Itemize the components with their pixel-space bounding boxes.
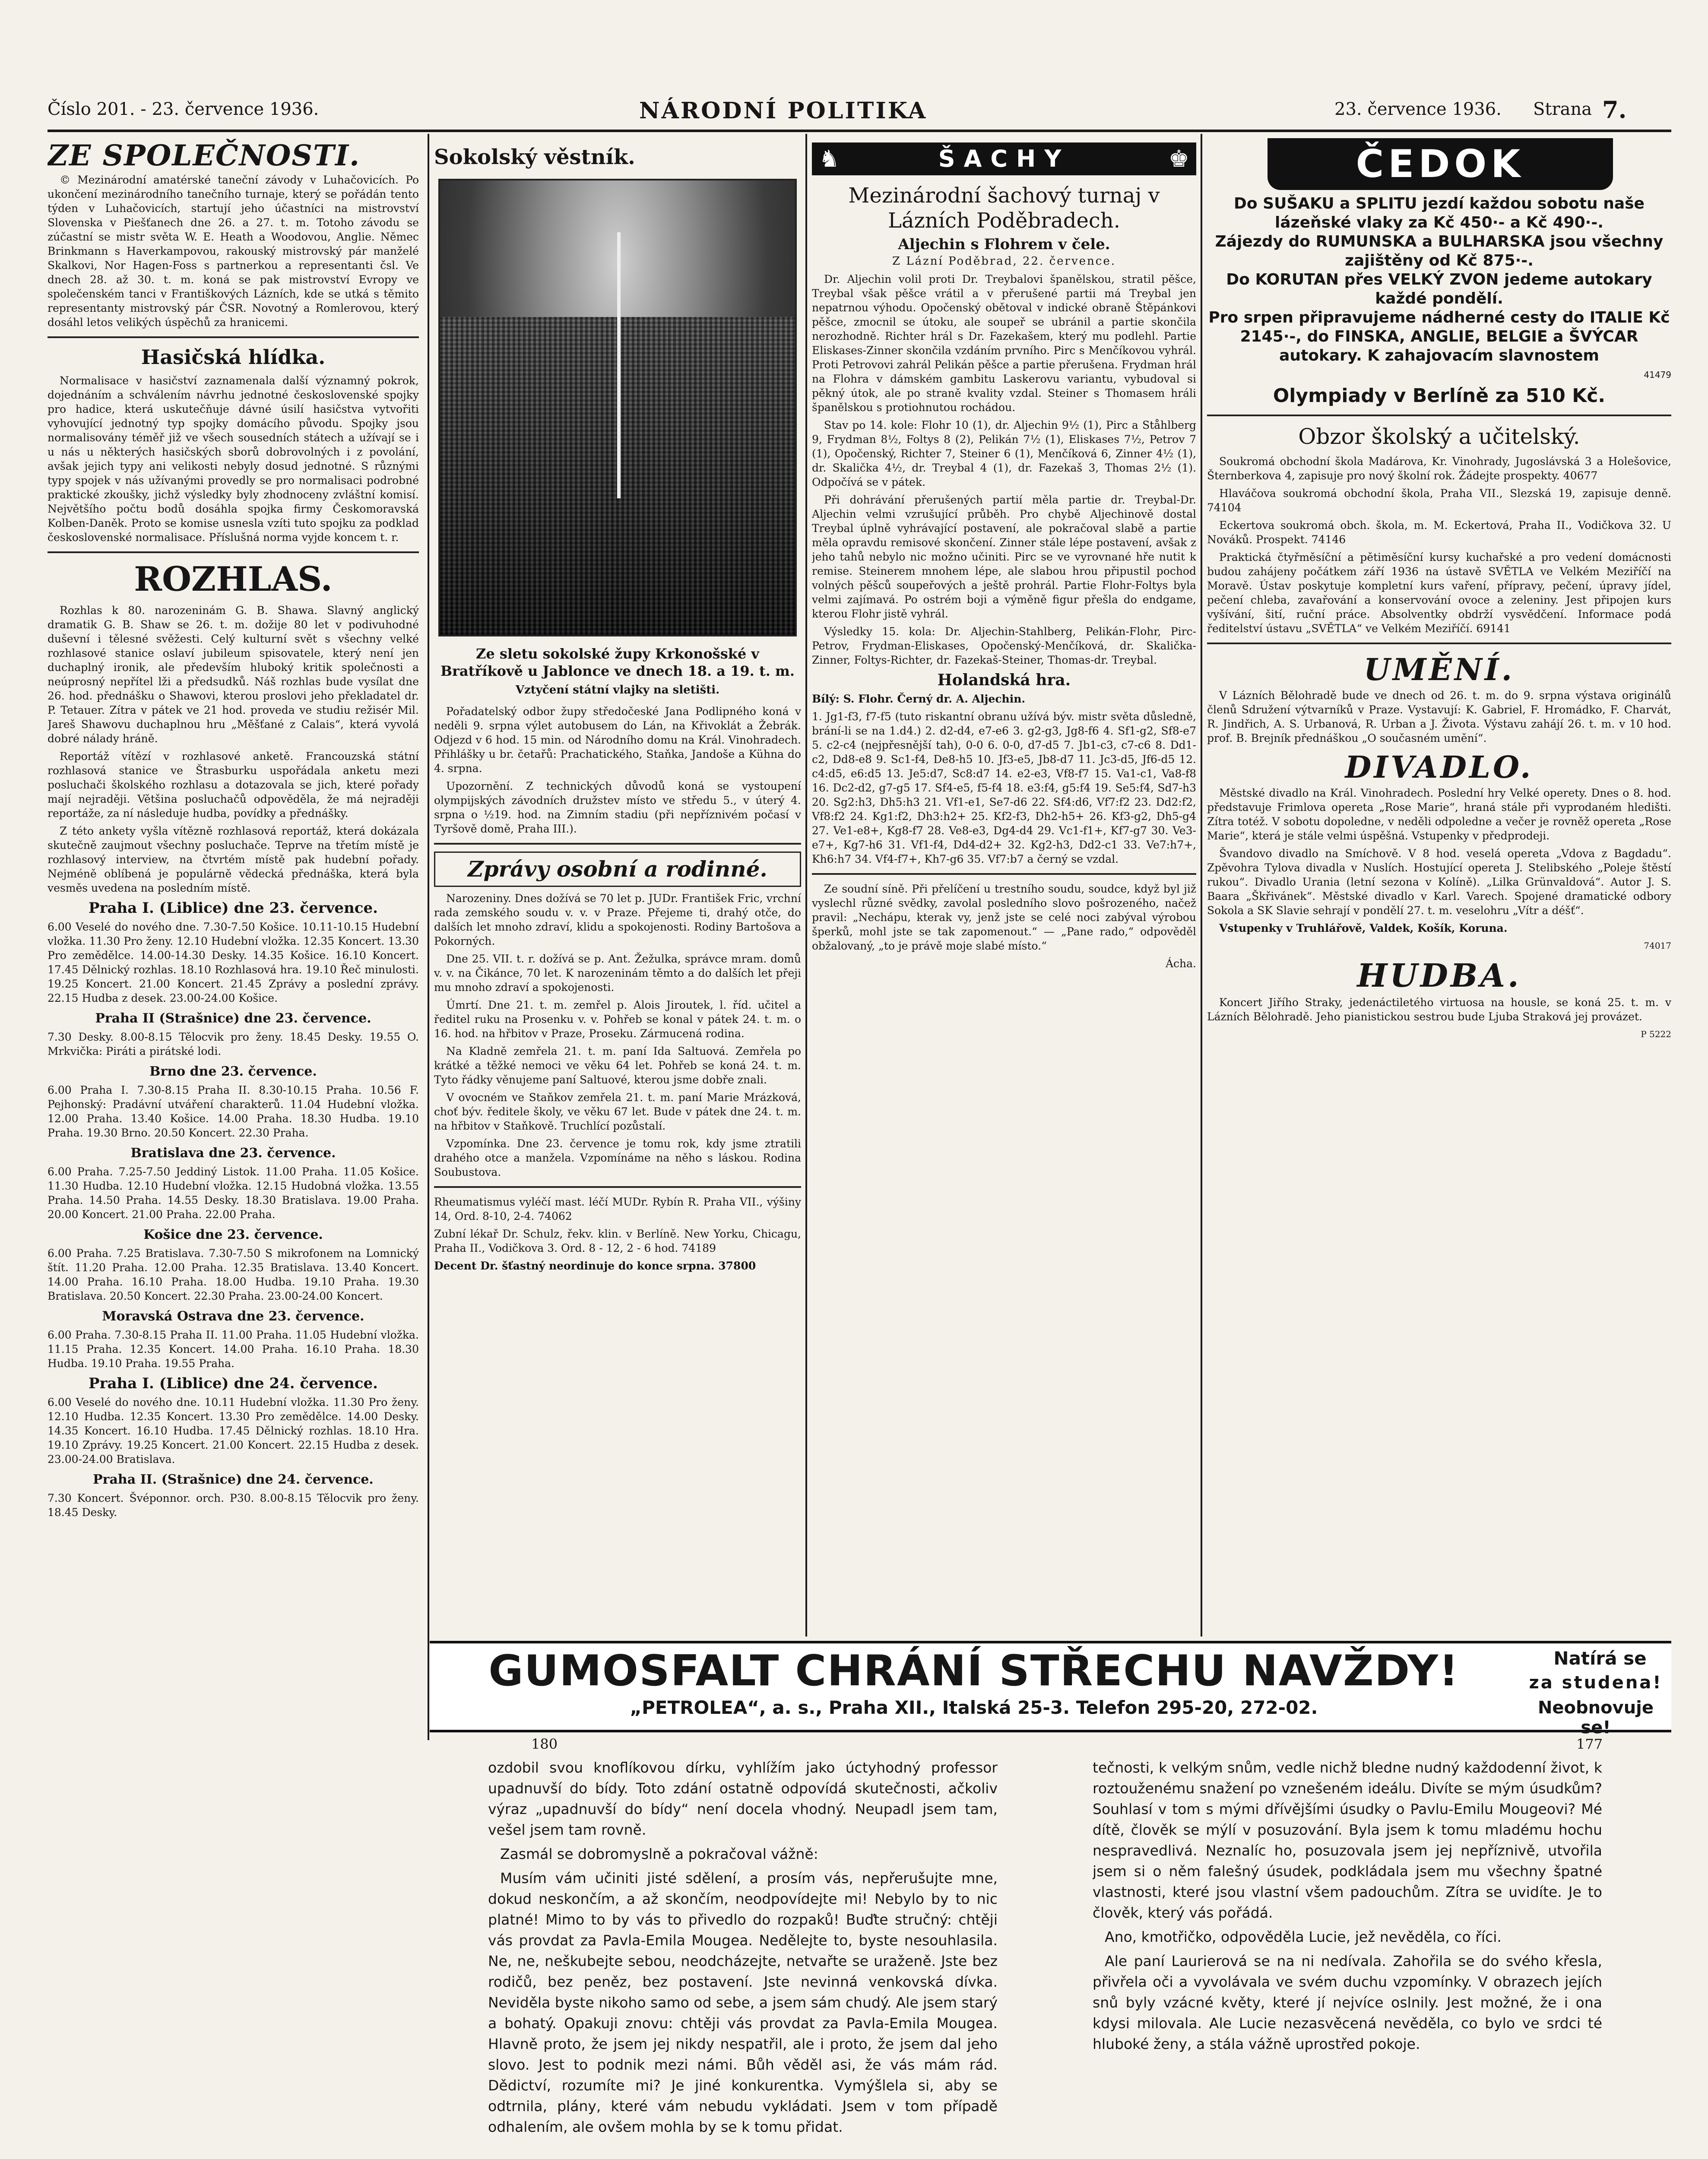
- school-item: Eckertova soukromá obch. škola, m. M. Eckertová, Praha II., Vodičkova 32. U Nováků. Prospekt. 74146: [1207, 519, 1671, 546]
- issue-date-right: 23. července 1936.: [1334, 99, 1502, 119]
- banner-headline: GUMOSFALT CHRÁNÍ STŘECHU NAVŽDY!: [488, 1646, 1459, 1696]
- personal-death-3: V ovocném ve Staňkov zemřela 21. t. m. paní Marie Mrázková, choť býv. ředitele školy, ve věku 67 let. Bude v pátek dne 24. t. m. na hřbitov v Staňkově. Truchlící pozůstalí.: [434, 1091, 801, 1132]
- gumosfalt-banner: [430, 1641, 1671, 1738]
- classified-rheumatism: [434, 1195, 801, 1223]
- banner-right-3: Neobnovuje se!: [1537, 1698, 1654, 1738]
- chess-header-space: [812, 138, 1196, 177]
- schedule-brno: 6.00 Praha I. 7.30-8.15 Praha II. 8.30-10.15 Praha. 10.56 F. Pejhonský: Pradávní utváření charakterů. 11.04 Hudební vložka. 12.00 Praha. 13.40 Košice. 14.00 Praha. 18.30 Hudba. 19.10 Praha. 19.30 Brno. 20.50 Koncert. 22.30 Praha.: [48, 1084, 419, 1139]
- theatre-article: Městské divadlo na Král. Vinohradech. Poslední hry Velké operety. Dnes o 8. hod. představuje Frimlova opereta „Rose Marie“, hraná stále při vyprodaném hledišti. Zítra totéž. V sobotu dopoledne, v neděli odpoledne a večer je rovněž opereta „Rose Marie“, která je stále velmi úspěšná. Vstupenky v předprodeji.: [1207, 787, 1671, 842]
- cedok-logo-space: [1207, 138, 1671, 194]
- feuilleton-page-right: 177: [1576, 1736, 1603, 1752]
- feuilleton-page-left: 180: [531, 1736, 558, 1752]
- radio-article-survey: Reportáž vítězí v rozhlasové anketě. Francouzská státní rozhlasová stanice ve Štrasburku uspořádala anketu mezi posluchači školského rozhlasu a dotazovala se jich, které pořady mají nejraději. Většina posluchačů odpověděla, že má nejraději reportáže, za ní následuje hudba, povídky a přednášky.: [48, 750, 419, 820]
- personal-remembrance: Vzpomínka. Dne 23. července je tomu rok, kdy jsme ztratili drahého otce a manžela. Vzpomínáme na něho s láskou. Rodina Soubustova.: [434, 1137, 801, 1178]
- feuilleton-left-column: [488, 1757, 998, 2159]
- feuilleton-paragraph: ozdobil svou knoflíkovou dírku, vyhlížím jako úctyhodný professor upadnuvší do bídy. Toto zdání ostatně odpovídá skutečnosti, ačkoliv výraz „upadnuvší do bídy“ není docela vhodný. Neupadl jsem tam, vešel jsem tam rovně.: [488, 1759, 998, 1838]
- feuilleton-paragraph: tečnosti, k velkým snům, vedle nichž bledne nudný každodenní život, k roztouženému snažení po vznešeném ideálu. Divíte se mým úsudkům? Souhlasí v tom s mými dřívějšími úsudky o Pavlu-Emilu Mougeovi? Mé dítě, člověk se mýlí v posuzování. Byla jsem k tomu mladému hochu nespravedlivá. Neznalíc ho, posuzovala jsem jej nepříznivě, utvořila jsem si o něm falešný úsudek, podkládala jsem mu všechny špatné vlastnosti, které jsou vlastní všem padouchům. Zítra se uvidíte. Je to člověk, který vás pořádá.: [1093, 1759, 1602, 1921]
- column-sokol-personal: [434, 138, 801, 1637]
- theatre-article-2: Švandovo divadlo na Smíchově. V 8 hod. veselá opereta „Vdova z Bagdadu“. Zpěvohra Tylova divadla v Nuslích. Hostující opereta J. Stelibského „Poleje štěstí rukou“. Divadlo Urania (letní sezona v Kolíně). „Lilka Grünvaldová“. Autor J. S. Baara „Škřivánek“. Městské divadlo v Karl. Varech. Spojené dramatické odbory Sokola a SK Slavie sehrají v pondělí 27. t. m. veselohru „Vítr a déšť“.: [1207, 847, 1671, 917]
- music-article: Koncert Jiřího Straky, jedenáctiletého virtuosa na housle, se koná 25. t. m. v Lázních Bělohradě. Jeho pianistickou sestrou bude Ljuba Straková jej provázet.: [1207, 996, 1671, 1023]
- schedule-praha1b: 6.00 Veselé do nového dne. 10.11 Hudební vložka. 11.30 Pro ženy. 12.10 Hudba. 12.35 Koncert. 13.30 Pro zemědělce. 14.00 Desky. 14.35 Koncert. 16.10 Hudba. 17.45 Dělnický rozhlas. 18.10 Hra. 19.10 Zprávy. 19.25 Koncert. 21.00 Koncert. 22.15 Hudba z desek. 23.00-24.00 Bratislava.: [48, 1396, 419, 1466]
- photo-caption: Ze sletu sokolské župy Krkonošské v Bratříkově u Jablonce ve dnech 18. a 19. t. m.: [440, 646, 795, 679]
- schedule-heading-brno: Brno dne 23. července.: [149, 1064, 317, 1079]
- newspaper-title: NÁRODNÍ POLITIKA: [639, 98, 928, 124]
- radio-article-results: Z této ankety vyšla vítězně rozhlasová reportáž, která dokázala skutečně zaujmout všechny posluchače. Teprve na třetím místě je rozhlasový interview, na čtvrtém místě pak hudební pořady. Nejméně oblíbená je populárně vědecká přednáška, která byla vesměs uvedena na posledním místě.: [48, 825, 419, 894]
- cedok-ad: [1207, 194, 1671, 408]
- masthead-rule: [48, 130, 1671, 132]
- banner-right-1: Natírá se: [1553, 1648, 1647, 1669]
- chess-label: ŠACHY: [938, 145, 1070, 172]
- separator: [434, 1186, 801, 1188]
- courtroom-signature: Ácha.: [1165, 957, 1196, 970]
- theatre-number: 74017: [1644, 940, 1671, 951]
- page-label: Strana: [1533, 99, 1592, 119]
- page-number: 7.: [1602, 96, 1627, 123]
- chess-knight-icon: ♞: [819, 145, 849, 172]
- classified-doctor: [434, 1259, 801, 1273]
- schedule-praha2b: 7.30 Koncert. Švéponnor. orch. P30. 8.00-8.15 Tělocvik pro ženy. 18.45 Desky.: [48, 1492, 419, 1519]
- separator: [48, 551, 419, 553]
- issue-date-left: Číslo 201. - 23. července 1936.: [48, 99, 319, 119]
- sokol-heading: Sokolský věstník.: [434, 145, 635, 169]
- chess-standings: Stav po 14. kole: Flohr 10 (1), dr. Aljechin 9½ (1), Pirc a Ståhlberg 9, Frydman 8½, Foltys 8 (2), Pelikán 7½ (1), Eliskases 7½, Petrov 7 (1), Opočenský, Richter 7, Steiner 6 (1), Menčíková 6, Zinner 4½ (1), dr. Skalička 4½, dr. Treybal 4 (1), dr. Fazekaš 3, Thomas 2½ (1). Odpočívá se v pátek.: [812, 419, 1196, 488]
- personal-birthday-1: Narozeniny. Dnes dožívá se 70 let p. JUDr. František Fric, vrchní rada zemského soudu v. v. v Praze. Přejeme ti, drahý otče, do dalších let mnoho zdraví, klidu a spokojenosti. Rodiny Bartošova a Pokorných.: [434, 892, 801, 947]
- personal-death-1: Úmrtí. Dne 21. t. m. zemřel p. Alois Jiroutek, l. říd. učitel a ředitel ruku na Prosenku v. v. Pohřeb se konal v pátek 24. t. m. o 16. hod. na hřbitov v Praze, Proseku. Zármucená rodina.: [434, 999, 801, 1040]
- schedule-heading-moravska: Moravská Ostrava dne 23. července.: [102, 1309, 364, 1324]
- cedok-ad-line: Olympiady v Berlíně za 510 Kč.: [1273, 385, 1606, 407]
- schedule-heading-praha2: Praha II (Strašnice) dne 23. července.: [95, 1011, 371, 1026]
- separator: [434, 843, 801, 845]
- cedok-ad-line: Pro srpen připravujeme nádherné cesty do ITALIE Kč 2145·-, do FINSKA, ANGLIE, BELGIE a ŠVÝCAR autokary. K zahajovacím slavnostem: [1208, 309, 1670, 364]
- art-article: V Lázních Bělohradě bude ve dnech od 26. t. m. do 9. srpna výstava originálů členů Sdružení výtvarníků v Praze. Vystavují: K. Gabriel, F. Hromádko, F. Charvát, R. Jindřich, A. S. Urbanová, R. Urban a J. Života. Výstavu zahájí 26. t. m. v 10 hod. prof. B. Brejník přednáškou „O současném umění“.: [1207, 689, 1671, 744]
- column-divider-3: [1201, 134, 1202, 1637]
- classified-text: Zubní lékař Dr. Schulz, řekv. klin. v Berlíně. New Yorku, Chicagu, Praha II., Vodičkova 3. Ord. 8 - 12, 2 - 6 hod.: [434, 1228, 801, 1254]
- schedule-praha1: 6.00 Veselé do nového dne. 7.30-7.50 Košice. 10.11-10.15 Hudební vložka. 11.30 Pro ženy. 12.10 Hudební vložka. 12.35 Koncert. 13.30 Pro zemědělce. 14.00-14.30 Desky. 14.35 Košice. 16.10 Koncert. 17.45 Dělnický rozhlas. 18.10 Rozhlasová hra. 19.10 Řeč minulosti. 19.25 Koncert. 21.00 Koncert. 21.45 Zprávy a poslední zprávy. 22.15 Hudba z desek. 23.00-24.00 Košice.: [48, 921, 419, 1004]
- classified-text: Rheumatismus vyléčí mast. léčí MUDr. Rybín R. Praha VII., výšiny 14, Ord. 8-10, 2-4.: [434, 1196, 801, 1222]
- art-heading: UMĚNÍ.: [1364, 652, 1515, 687]
- separator: [1207, 415, 1671, 416]
- classified-dentist: [434, 1227, 801, 1255]
- classified-number: 74062: [538, 1210, 572, 1222]
- column-chess: [812, 138, 1196, 1637]
- schedule-praha2: 7.30 Desky. 8.00-8.15 Tělocvik pro ženy. 18.45 Desky. 19.55 O. Mrkvička: Piráti a pirátské lodi.: [48, 1031, 419, 1057]
- photo-subcaption: Vztyčení státní vlajky na sletišti.: [515, 684, 720, 696]
- chess-report-2: Při dohrávání přerušených partií měla partie dr. Treybal-Dr. Aljechin velmi vzrušující průběh. Pro chybě Aljechinově dostal Treybal úplně vyhrávající postavení, ale pokračoval slabě a partie měla opravdu remisové skončení. Zinner stále lépe postavení, avšak z jeho tahů nebylo nic možno učiniti. Pirc se ve vyrovnané hře nutit k remise. Steinerem mnohem lépe, ale slabou hrou připustil pochod volných pěšců soupeřových a ještě prohrál. Partie Flohr-Foltys byla velmi zajímavá. Po ostrém boji a výměně figur přešla do endgame, kterou Flohr jistě vyhrál.: [812, 494, 1196, 620]
- feuilleton-paragraph: Ale paní Laurierová se na ni nedívala. Zahořila se do svého křesla, přivřela oči a vyvolávala ve svém duchu vzpomínky. V obrazech jejích snů byly vzácné květy, které jí nejvíce oslnily. Jest možné, že i ona kdysi milovala. Ale Lucie nezasvěcená nevěděla, co bylo ve srdci té hluboké ženy, a stála vážně uprostřed pokoje.: [1093, 1953, 1602, 2052]
- chess-headline: Mezinárodní šachový turnaj v Lázních Poděbradech.: [848, 184, 1160, 233]
- banner-company: „PETROLEA“, a. s., Praha XII., Italská 25-3. Telefon 295-20, 272-02.: [630, 1697, 1318, 1718]
- dutch-game-moves: 1. Jg1-f3, f7-f5 (tuto riskantní obranu užívá býv. mistr světa důsledně, brání-li se na 1.d4.) 2. d2-d4, e7-e6 3. g2-g3, Jg8-f6 4. Sf1-g2, Sf8-e7 5. c2-c4 (nejpřesnější tah), 0-0 6. 0-0, d7-d5 7. Jb1-c3, c7-c6 8. Dd1-c2, Dd8-e8 9. Sc1-f4, De8-h5 10. Jf3-e5, Jb8-d7 11. Jc3-d5, Jf6-d5 12. c4:d5, e6:d5 13. Je5:d7, Sc8:d7 14. e2-e3, Vf8-f7 15. Va1-c1, Va8-f8 16. Dc2-d2, g7-g5 17. Sf4-e5, f5-f4 18. e3:f4, g5:f4 19. Se5:f4, Sd7-h3 20. Sg2:h3, Dh5:h3 21. Vf1-e1, Se7-d6 22. Sf4:d6, Vf7:f2 23. Dd2:f2, Vf8:f2 24. Kg1:f2, Dh3:h2+ 25. Kf2-f3, Dh2-h5+ 26. Kf3-g2, Dh5-g4 27. Ve1-e8+, Kg8-f7 28. Ve8-e3, Dg4-d4 29. Vc1-f1+, Kf7-g7 30. Ve3-e7+, Kg7-h6 31. Vf1-f4, Dd4-d2+ 32. Kg2-h3, Dd2-c1 33. Ve7:h7+, Kh6:h7 34. Vf4-f7+, Kh7-g6 35. Vf7:b7 a černý se vzdal.: [812, 710, 1196, 865]
- classified-number: 37800: [718, 1260, 756, 1272]
- personal-death-2: Na Kladně zemřela 21. t. m. paní Ida Saltuová. Zemřela po krátké a těžké nemoci ve věku 64 let. Pohřeb se koná 24. t. m. Tyto řádky věnujeme paní Saltuové, kterou jsme dobře znali.: [434, 1045, 801, 1086]
- chess-subheadline: Aljechin s Flohrem v čele.: [898, 236, 1110, 253]
- feuilleton-paragraph: Zasmál se dobromyslně a pokračoval vážně:: [500, 1846, 818, 1862]
- society-article: © Mezinárodní amatérské taneční závody v Luhačovicích. Po ukončení mezinárodního tanečního turnaje, který se pořádán tento týden v Luhačovicích, startují jeho účastníci na mistrovství Slovenska v Piešťanech dne 26. a 27. t. m. Totoho závodu se zúčastní se mistr světa W. E. Heath a Woodovou, Anglie. Němec Brinkmann s Haverkampovou, rakouský mistrovský pár manželé Skalkovi, Nor Hagen-Foss s partnerkou a representanti čsl. Ve dnech 28. až 30. t. m. koná se pak mistrovství Evropy ve společenském tanci v Františkových Lázních, kde se utká s těmito representanty mistrovský pár ČSR. Novotný a Romlerovou, který dosáhl letos velikých úspěchů za hranicemi.: [48, 174, 419, 329]
- chess-section-header: [812, 142, 1196, 175]
- chess-dateline: Z Lázní Poděbrad, 22. července.: [892, 255, 1116, 268]
- schedule-heading-praha1: Praha I. (Liblice) dne 23. července.: [89, 899, 378, 917]
- cedok-ad-line: Do SUŠAKU a SPLITU jezdí každou sobotu naše lázeňské vlaky za Kč 450·- a Kč 490·-.: [1234, 195, 1645, 231]
- classified-text: Decent Dr. šťastný neordinuje do konce srpna.: [434, 1260, 715, 1272]
- separator: [1207, 643, 1671, 644]
- personal-heading: Zprávy osobní a rodinné.: [434, 852, 801, 887]
- column-divider-2: [805, 134, 807, 1637]
- chess-results-round15: Výsledky 15. kola: Dr. Aljechin-Stahlberg, Pelikán-Flohr, Pirc-Petrov, Frydman-Eliskases, Opočenský-Menčíková, dr. Skalička-Zinner, Foltys-Richter, dr. Fazekaš-Steiner, Thomas-dr. Treybal.: [812, 625, 1196, 666]
- schedule-heading-bratislava: Bratislava dne 23. července.: [130, 1146, 336, 1161]
- schedule-kosice: 6.00 Praha. 7.25 Bratislava. 7.30-7.50 S mikrofonem na Lomnický štít. 11.20 Praha. 12.00 Praha. 12.35 Bratislava. 13.40 Koncert. 14.00 Praha. 16.10 Praha. 18.00 Hudba. 19.10 Praha. 19.30 Bratislava. 20.50 Koncert. 22.30 Praha. 23.00-24.00 Koncert.: [48, 1247, 419, 1302]
- feuilleton-paragraph: Musím vám učiniti jisté sdělení, a prosím vás, nepřerušujte mne, dokud neskončím, a až skončím, neodpovídejte mi! Nebylo by to nic platné! Mimo to by vás to přivedlo do rozpaků! Buďte stručný: chtěji vás provdat za Pavla-Emila Mougea. Nedělejte to, byste nesouhlasila. Ne, ne, neškubejte sebou, neodcházejte, netvařte se uraženě. Jste bez rodičů, bez peněz, bez postavení. Jste nevinná venkovská dívka. Neviděla byste nikoho samo od sebe, a jsem sám chudý. Ale jsem starý a bohatý. Opakuji znovu: chtěji vás provdat za Pavla-Emila Mougea. Hlavně proto, že jsem jej nikdy nespatřil, ale i proto, že jsem dal jeho slovo. Jest to podnik mezi námi. Bůh věděl asi, že vás mám rád. Dědictví, rozumíte mi? Je jiné konkurentka. Vymýšlela si, aby se odtrnila, plány, které vám nebudu vykládati. Jsem v tom případě odhalením, ale ovšem mohla by se k tomu přidat.: [488, 1870, 998, 2135]
- column-cedok-culture: [1207, 138, 1671, 1637]
- school-item: Soukromá obchodní škola Madárova, Kr. Vinohrady, Jugoslávská 3 a Holešovice, Šternberkova 4, zapisuje pro nový školní rok. Žádejte prospekty. 40677: [1207, 455, 1671, 482]
- fire-article: Normalisace v hasičství zaznamenala další významný pokrok, dojednáním a schválením návrhu jednotné československé spojky pro hadice, která uskutečňuje dávné úsilí hasičstva vytvořiti vyhovující jednotný typ spojky domácího původu. Spojky jsou normalisovány téměř již ve všech sousedních státech a užívají se i u nás u některých hasičských sborů dobrovolných i z povolání, avšak jejich typy ani velikosti nebyly dosud jednotné. S různými typy spojek v nás užívanými provedly se pro normalisaci podrobné praktické zkoušky, jichž výsledky byly zhodnoceny zvláštní komisí. Největšího počtu bodů dosáhla spojka firmy Českomoravská Kolben-Daněk. Proto se komise usnesla vzíti tuto spojku za podklad československé normalisace. Příslušná norma vyjde koncem t. r.: [48, 374, 419, 544]
- cedok-ad-number: 41479: [1644, 370, 1671, 380]
- banner-right-2: za studena!: [1529, 1673, 1663, 1693]
- column-society-radio: [48, 138, 419, 2159]
- dutch-game-players: Bílý: S. Flohr. Černý dr. A. Aljechin.: [812, 693, 1026, 705]
- radio-heading: ROZHLAS.: [134, 560, 333, 599]
- music-heading: HUDBA.: [1357, 957, 1521, 994]
- theatre-tickets: Vstupenky v Truhlářově, Valdek, Košík, Koruna.: [1219, 922, 1508, 934]
- sokol-article-trip: Pořadatelský odbor župy středočeské Jana Podlipného koná v neděli 9. srpna výlet autobusem do Lán, na Křivoklát a Žebrák. Odjezd v 6 hod. 15 min. od Národního domu na Král. Vinohradech. Přihlášky u br. četařů: Prachatického, Staňka, Jandoše a Kühna do 4. srpna.: [434, 705, 801, 775]
- school-heading: Obzor školský a učitelský.: [1298, 424, 1580, 449]
- schedule-bratislava: 6.00 Praha. 7.25-7.50 Jeddiný Listok. 11.00 Praha. 11.05 Košice. 11.30 Hudba. 12.10 Hudební vložka. 12.15 Hudobná vložka. 13.55 Praha. 14.50 Praha. 14.55 Desky. 18.30 Bratislava. 19.00 Praha. 20.00 Koncert. 21.00 Praha. 22.00 Praha.: [48, 1165, 419, 1221]
- fire-heading: Hasičská hlídka.: [141, 345, 326, 369]
- theatre-heading: DIVADLO.: [1345, 749, 1534, 785]
- schedule-moravska: 6.00 Praha. 7.30-8.15 Praha II. 11.00 Praha. 11.05 Hudební vložka. 11.15 Praha. 12.35 Koncert. 14.00 Praha. 16.10 Praha. 18.30 Hudba. 19.10 Praha. 19.55 Praha.: [48, 1329, 419, 1370]
- column-divider-1: [428, 134, 429, 1740]
- feuilleton-right-column: [1093, 1757, 1602, 2159]
- cedok-ad-line: Do KORUTAN přes VELKÝ ZVON jedeme autokary každé pondělí.: [1226, 271, 1652, 307]
- cedok-logo: ČEDOK: [1268, 138, 1613, 190]
- sokol-article-notice: Upozornění. Z technických důvodů koná se vystoupení olympijských závodních družstev místo ve středu 5., v úterý 4. srpna o ½19. hod. na Zimním stadiu (při nepříznivém počasí v Tyršově domě, Praha III.).: [434, 780, 801, 835]
- sokol-rally-photo: [438, 179, 797, 636]
- masthead: [48, 95, 1671, 125]
- flag-pole: [617, 232, 621, 498]
- feuilleton-paragraph: Ano, kmotřičko, odpověděla Lucie, jež nevěděla, co říci.: [1105, 1928, 1502, 1945]
- radio-article-shaw: Rozhlas k 80. narozeninám G. B. Shawa. Slavný anglický dramatik G. B. Shaw se 26. t. m. dožije 80 let v podivuhodné duševní i tělesné svěžesti. Celý kulturní svět s všechny velké rozhlasové stanice oslaví jubileum spisovatele, který není jen duchaplný ironik, ale především hluboký kritik společnosti a neúprosný nepřítel lži a předsudků. Náš rozhlas bude vysílat dne 26. hod. přednášku o Shawovi, kterou proslovi jeho překladatel dr. P. Tetauer. Zítra v pátek ve 21 hod. proveda ve studiu režisér Mil. Jareš Shawovu duchaplnou hru „Měšťané z Calais“, která vyvolá dobré nálady hráně.: [48, 604, 419, 745]
- personal-birthday-2: Dne 25. VII. t. r. dožívá se p. Ant. Žežulka, správce mram. domů v. v. na Čikánce, 70 let. K narozeninám těmto a do dalších let přeji mu mnoho zdraví a spokojenosti.: [434, 953, 801, 994]
- separator: [812, 873, 1196, 875]
- music-number: P 5222: [1641, 1029, 1671, 1039]
- schedule-heading-praha2b: Praha II. (Strašnice) dne 24. července.: [93, 1472, 374, 1487]
- photo-space: [434, 174, 801, 641]
- separator: [48, 336, 419, 338]
- chess-king-icon: ♚: [1168, 145, 1189, 172]
- school-item: Hlaváčova soukromá obchodní škola, Praha VII., Slezská 19, zapisuje denně. 74104: [1207, 487, 1671, 514]
- school-item: Praktická čtyřměsíční a pětiměsíční kursy kuchařské a pro vedení domácnosti budou zahájeny počátkem září 1936 na ústavě SVĚTLA ve Velkém Meziříčí na Moravě. Ústav poskytuje kompletní kurs vaření, přípravy, pečení, úpravy jídel, pečení chleba, zavařování a konservování ovoce a zeleniny. Jest připojen kurs vyšívání, šití, ruční práce. Absolventky obdrží vysvědčení. Informace podá ředitelství ústavu „SVĚTLA“ ve Velkém Meziříčí. 69141: [1207, 551, 1671, 635]
- schedule-heading-praha1b: Praha I. (Liblice) dne 24. července.: [89, 1375, 378, 1392]
- cedok-ad-line: Zájezdy do RUMUNSKA a BULHARSKA jsou všechny zajištěny od Kč 875·-.: [1215, 233, 1664, 269]
- society-heading: ZE SPOLEČNOSTI.: [48, 139, 360, 172]
- schedule-heading-kosice: Košice dne 23. července.: [143, 1227, 323, 1242]
- chess-report: Dr. Aljechin volil proti Dr. Treybalovi španělskou, stratil pěšce, Treybal však pěšce vrátil a v přerušené partii má Treybal jen nepatrnou výhodu. Opočenský obětoval v indické obraně Štěpánkovi pěšce, zmocnil se útoku, ale soupeř se ubránil a partie skončila nerozhodně. Richter hrál s Dr. Fazekašem, který mu podlehl. Partie Eliskases-Zinner skončila vzdáním prvního. Pirc s Menčíkovou vyhrál. Proti Petrovovi zahrál Pelikán pěšce a partie přerušena. Frydman hrál na Flohra v dámském gambitu Laskerovu variantu, vybudoval si pěkný útok, ale po straně kvality vzdal. Steiner s Thomasem hráli španělskou s protiohnutou rochádou.: [812, 273, 1196, 414]
- courtroom-anecdote: Ze soudní síně. Při přelíčení u trestního soudu, soudce, když byl již vyslechl různé svědky, zavolal posledního slovo pošrozeného, načež pravil: „Nechápu, kterak vy, jenž jste se celé noci zabýval výrobou šperků, mohl jste se tak zapomenout.“ — „Pane rado,“ odpověděl obžalovaný, „to je právě moje slabé místo.“: [812, 883, 1196, 952]
- classified-number: 74189: [681, 1242, 716, 1254]
- dutch-game-heading: Holandská hra.: [937, 671, 1071, 689]
